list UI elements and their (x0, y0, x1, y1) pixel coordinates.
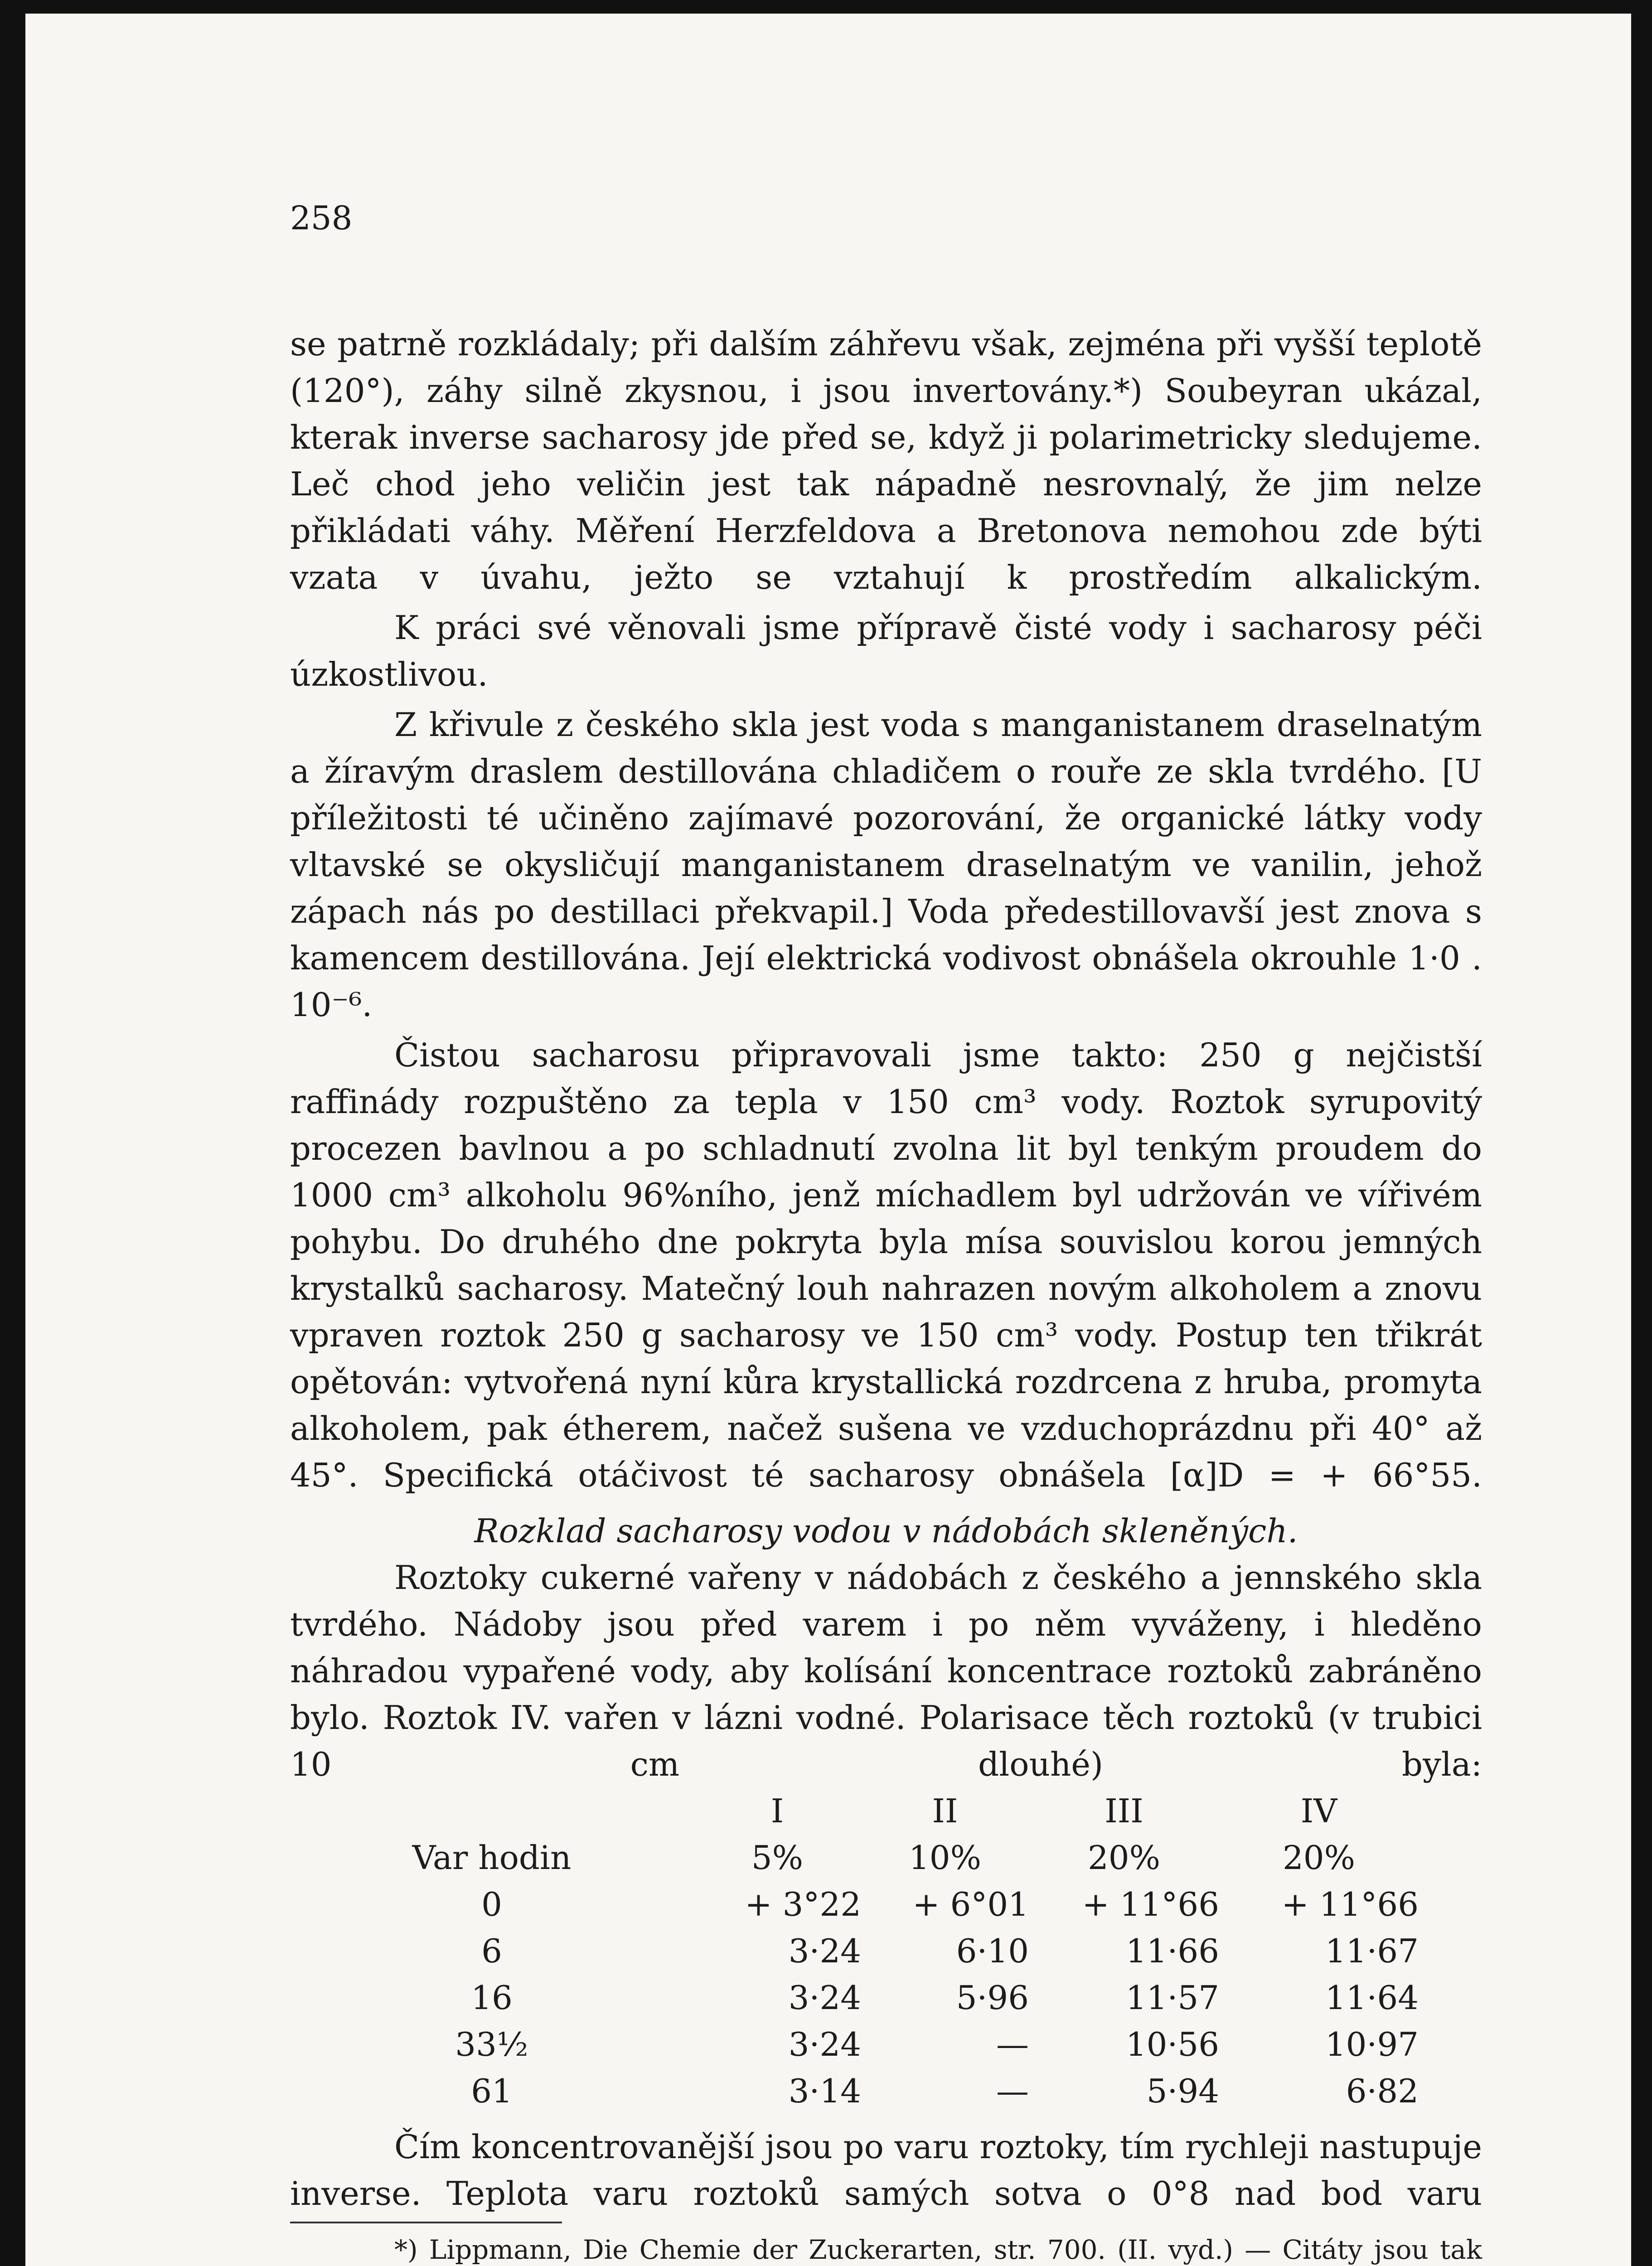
table-row (290, 2068, 1419, 2115)
table-cell: 5·94 (1146, 2072, 1219, 2110)
table-header-cell: II (932, 1792, 958, 1830)
table-label-row (290, 1835, 1419, 1881)
table-row (290, 2021, 1419, 2068)
table-row (290, 1975, 1419, 2021)
table-cell: 3·24 (788, 1979, 861, 2017)
table-cell: 3·24 (788, 1932, 861, 1970)
table-header-cell (290, 1788, 693, 1835)
table-cell: 61 (471, 2072, 513, 2110)
table-cell: 6·82 (1346, 2072, 1419, 2110)
table-cell: 11·57 (1125, 1979, 1219, 2017)
table-cell: 11·67 (1325, 1932, 1419, 1970)
table-cell: 11·66 (1125, 1932, 1219, 1970)
page-body (290, 195, 1482, 2266)
table-cell: 5·96 (956, 1979, 1029, 2017)
scan-edge-top (0, 0, 1652, 14)
table-cell: 11·64 (1325, 1979, 1419, 2017)
section-heading: Rozklad sacharosy vodou v nádobách skleněných. (474, 1512, 1298, 1550)
footnote: *) Lippmann, Die Chemie der Zuckerarten, str. 700. (II. vyd.) — Citáty jsou tak (394, 2234, 1482, 2265)
table-cell: 6·10 (956, 1932, 1029, 1970)
scan-edge-left (0, 0, 25, 2266)
table-cell: 16 (471, 1979, 513, 2017)
table-header-cell: IV (1300, 1792, 1337, 1830)
table-cell: — (996, 2025, 1029, 2063)
table-row (290, 1928, 1419, 1975)
table-cell: 3·14 (788, 2072, 861, 2110)
footnote-rule (290, 2222, 562, 2223)
paragraph-5: Roztoky cukerné vařeny v nádobách z českého a jennského skla tvrdého. Nádoby jsou před varem i po něm vyváženy, i hleděno náhradou vypařené vody, aby kolísání koncentrace roztoků zabráněno bylo. Roztok IV. vařen v lázni vodné. Polarisace těch roztoků (v trubici 10 cm dlouhé) byla: (290, 1559, 1482, 1783)
table-cell: + 11°66 (1281, 1885, 1419, 1923)
table-cell: 6 (481, 1932, 502, 1970)
page-number: 258 (290, 199, 353, 237)
table-cell: — (996, 2072, 1029, 2110)
paragraph-2: K práci své věnovali jsme přípravě čisté vody i sacharosy péči úzkostlivou. (290, 609, 1482, 693)
scan-edge-right (1631, 0, 1652, 2266)
paragraph-3: Z křivule z českého skla jest voda s manganistanem draselnatým a žíravým draslem destillována chladičem o rouře ze skla tvrdého. [U příležitosti té učiněno zajímavé pozorování, že organické látky vody vltavské se okysličují manganistanem draselnatým ve vanilin, jehož zápach nás po destillaci překvapil.] Voda předestillovavší jest znova s kamencem destillována. Její elektrická vodivost obnášela okrouhle 1·0 . 10⁻⁶. (290, 706, 1482, 1024)
paragraph-4: Čistou sacharosu připravovali jsme takto: 250 g nejčistší raffinády rozpuštěno za tepla v 150 cm³ vody. Roztok syrupovitý procezen bavlnou a po schladnutí zvolna lit byl tenkým proudem do 1000 cm³ alkoholu 96%ního, jenž míchadlem byl udržován ve vířivém pohybu. Do druhého dne pokryta byla mísa souvislou korou jemných krystalků sacharosy. Matečný louh nahrazen novým alkoholem a znovu vpraven roztok 250 g sacharosy ve 150 cm³ vody. Postup ten třikrát opětován: vytvořená nyní kůra krystallická rozdrcena z hruba, promyta alkoholem, pak étherem, načež sušena ve vzduchoprázdnu při 40° až 45°. Specifická otáčivost té sacharosy obnášela [α]D = + 66°55. (290, 1036, 1482, 1494)
paragraph-6: Čím koncentrovanější jsou po varu roztoky, tím rychleji nastupuje inverse. Teplota varu roztoků samých sotva o 0°8 nad bod varu (290, 2128, 1482, 2213)
table-header-cell: III (1105, 1792, 1143, 1830)
table-cell: Var hodin (412, 1839, 572, 1877)
table-cell: 3·24 (788, 2025, 861, 2063)
table-cell: 10·56 (1125, 2025, 1219, 2063)
table-header-row (290, 1788, 1419, 1835)
table-cell: 20% (1282, 1839, 1356, 1877)
table-row (290, 1881, 1419, 1928)
table-cell: + 3°22 (745, 1885, 861, 1923)
table-cell: + 11°66 (1082, 1885, 1219, 1923)
table-cell: 20% (1087, 1839, 1161, 1877)
table-header-cell: I (770, 1792, 784, 1830)
polarisation-table (290, 1788, 1419, 2115)
table-cell: 10·97 (1325, 2025, 1419, 2063)
table-cell: 0 (481, 1885, 502, 1923)
table-cell: + 6°01 (912, 1885, 1029, 1923)
table-cell: 10% (908, 1839, 982, 1877)
paragraph-1: se patrně rozkládaly; při dalším záhřevu však, zejména při vyšší teplotě (120°), záhy silně zkysnou, i jsou invertovány.*) Soubeyran ukázal, kterak inverse sacharosy jde před se, když ji polarimetricky sledujeme. Leč chod jeho veličin jest tak nápadně nesrovnalý, že jim nelze přikládati váhy. Měření Herzfeldova a Bretonova nemohou zde býti vzata v úvahu, ježto se vztahují k prostředím alkalickým. (290, 325, 1482, 596)
table-cell: 33½ (455, 2025, 528, 2063)
table-cell: 5% (751, 1839, 804, 1877)
